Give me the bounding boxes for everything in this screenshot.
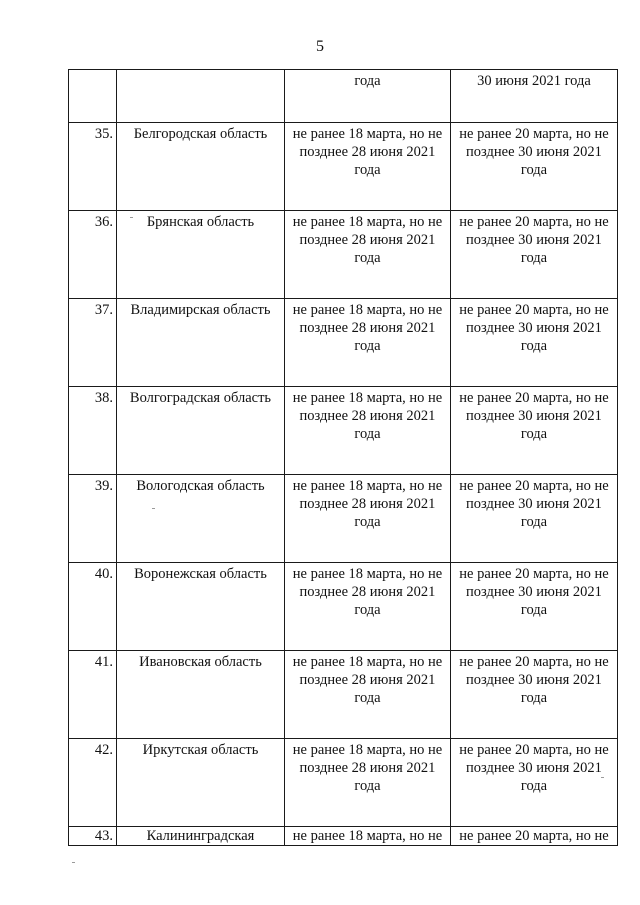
end-date: не ранее 20 марта, но не позднее 30 июня 2021 года bbox=[451, 475, 618, 563]
scan-speck bbox=[152, 508, 155, 509]
end-date: не ранее 20 марта, но не позднее 30 июня 2021 года bbox=[451, 123, 618, 211]
table-row bbox=[69, 475, 618, 563]
table-row bbox=[69, 123, 618, 211]
start-date: не ранее 18 марта, но не позднее 28 июня 2021 года bbox=[285, 299, 451, 387]
region-name: Белгородская область bbox=[117, 123, 285, 211]
start-date: не ранее 18 марта, но не позднее 28 июня 2021 года bbox=[285, 563, 451, 651]
start-date: не ранее 18 марта, но не позднее 28 июня 2021 года bbox=[285, 387, 451, 475]
row-number: 40. bbox=[69, 563, 117, 651]
end-date: не ранее 20 марта, но не позднее 30 июня 2021 года bbox=[451, 299, 618, 387]
start-date: не ранее 18 марта, но не bbox=[285, 827, 451, 846]
row-number: 39. bbox=[69, 475, 117, 563]
scan-speck bbox=[72, 862, 75, 863]
region-dates-table bbox=[68, 69, 618, 846]
row-number: 38. bbox=[69, 387, 117, 475]
region-name: Иркутская область bbox=[117, 739, 285, 827]
row-number: 36. bbox=[69, 211, 117, 299]
row-number: 35. bbox=[69, 123, 117, 211]
scan-speck bbox=[601, 777, 604, 778]
end-date: не ранее 20 марта, но не позднее 30 июня 2021 года bbox=[451, 651, 618, 739]
table-row bbox=[69, 211, 618, 299]
table-row bbox=[69, 299, 618, 387]
table-row bbox=[69, 827, 618, 846]
end-date: не ранее 20 марта, но не позднее 30 июня 2021 года bbox=[451, 211, 618, 299]
row-number: 37. bbox=[69, 299, 117, 387]
end-date: 30 июня 2021 года bbox=[451, 70, 618, 123]
start-date: не ранее 18 марта, но не позднее 28 июня 2021 года bbox=[285, 739, 451, 827]
end-date: не ранее 20 марта, но не позднее 30 июня 2021 года bbox=[451, 387, 618, 475]
row-number: 41. bbox=[69, 651, 117, 739]
end-date: не ранее 20 марта, но не позднее 30 июня 2021 года bbox=[451, 739, 618, 827]
region-name: Владимирская область bbox=[117, 299, 285, 387]
start-date: года bbox=[285, 70, 451, 123]
row-number bbox=[69, 70, 117, 123]
page-number: 5 bbox=[316, 38, 324, 55]
table-row bbox=[69, 387, 618, 475]
table-row bbox=[69, 563, 618, 651]
start-date: не ранее 18 марта, но не позднее 28 июня 2021 года bbox=[285, 651, 451, 739]
row-number: 43. bbox=[69, 827, 117, 846]
start-date: не ранее 18 марта, но не позднее 28 июня 2021 года bbox=[285, 123, 451, 211]
region-name: Брянская область bbox=[117, 211, 285, 299]
region-name bbox=[117, 70, 285, 123]
end-date: не ранее 20 марта, но не позднее 30 июня 2021 года bbox=[451, 563, 618, 651]
region-name: Калининградская bbox=[117, 827, 285, 846]
end-date: не ранее 20 марта, но не bbox=[451, 827, 618, 846]
start-date: не ранее 18 марта, но не позднее 28 июня 2021 года bbox=[285, 211, 451, 299]
region-name: Ивановская область bbox=[117, 651, 285, 739]
table-row bbox=[69, 739, 618, 827]
start-date: не ранее 18 марта, но не позднее 28 июня 2021 года bbox=[285, 475, 451, 563]
region-name: Воронежская область bbox=[117, 563, 285, 651]
region-name: Волгоградская область bbox=[117, 387, 285, 475]
row-number: 42. bbox=[69, 739, 117, 827]
table-row bbox=[69, 651, 618, 739]
table-row bbox=[69, 70, 618, 123]
scan-speck bbox=[130, 217, 133, 218]
region-name: Вологодская область bbox=[117, 475, 285, 563]
